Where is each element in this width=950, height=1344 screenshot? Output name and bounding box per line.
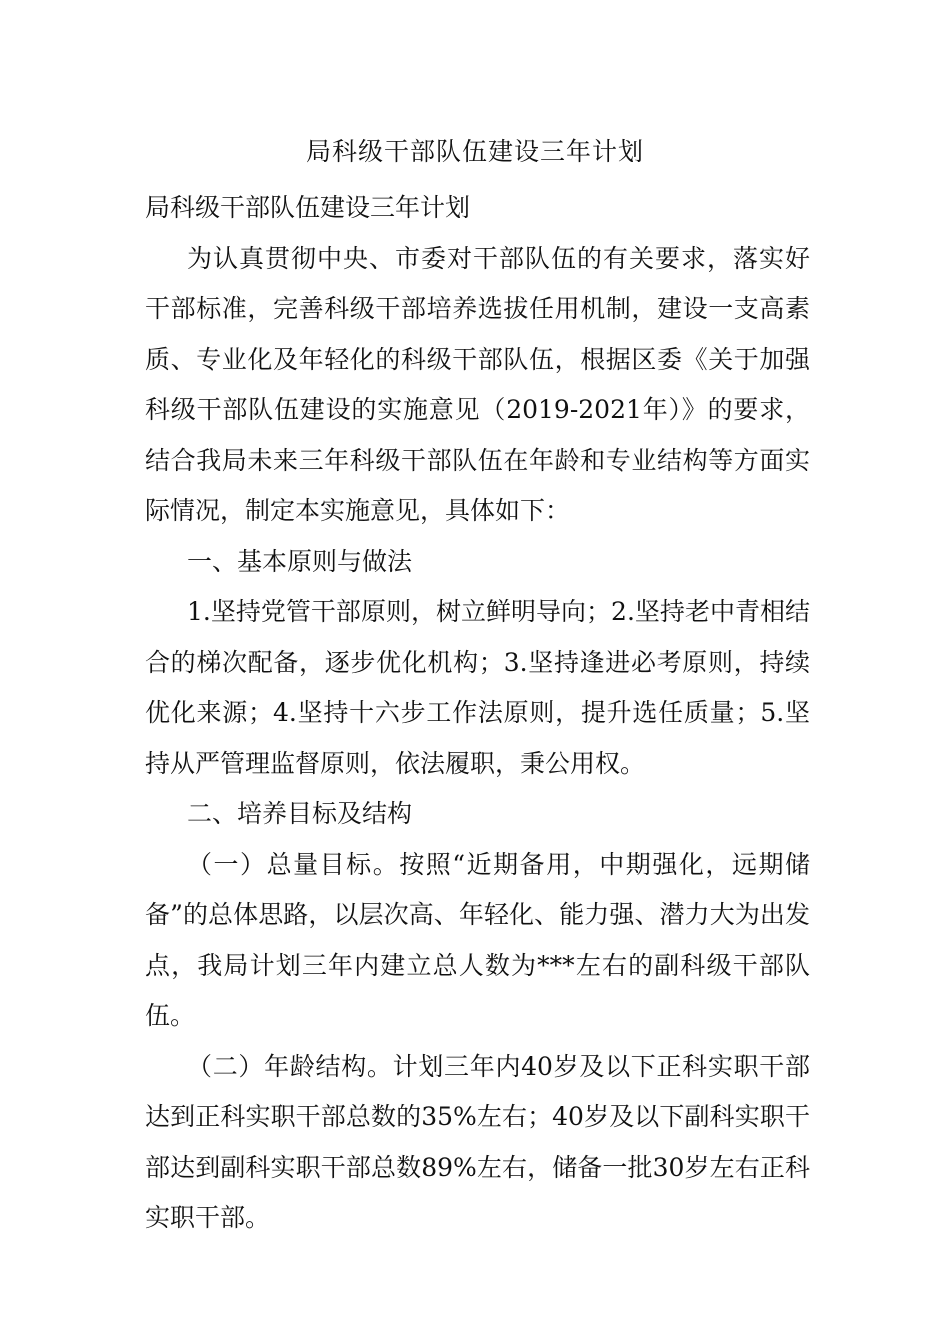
document-subtitle: 局科级干部队伍建设三年计划	[145, 193, 471, 222]
section-heading-goals: 二、培养目标及结构	[187, 799, 413, 828]
paragraph-age-structure: （二）年龄结构。计划三年内40岁及以下正科实职干部达到正科实职干部总数的35%左右；40岁及以下副科实职干部达到副科实职干部总数89%左右，储备一批30岁左右正科实职干部。	[145, 1051, 810, 1232]
document-title: 局科级干部队伍建设三年计划	[305, 137, 644, 166]
paragraph-principles: 1.坚持党管干部原则，树立鲜明导向；2.坚持老中青相结合的梯次配备，逐步优化机构；3.坚持逢进必考原则，持续优化来源；4.坚持十六步工作法原则，提升选任质量；5.坚持从严管理监督原则，依法履职，秉公用权。	[145, 597, 810, 778]
section-heading-principles: 一、基本原则与做法	[187, 546, 413, 576]
paragraph-intro: 为认真贯彻中央、市委对干部队伍的有关要求，落实好干部标准，完善科级干部培养选拔任用机制，建设一支高素质、专业化及年轻化的科级干部队伍，根据区委《关于加强科级干部队伍建设的实施意见（2019-2021年）》的要求，结合我局未来三年科级干部队伍在年龄和专业结构等方面实际情况，制定本实施意见，具体如下：	[145, 243, 810, 525]
paragraph-total-goal: （一）总量目标。按照“近期备用，中期强化，远期储备”的总体思路，以层次高、年轻化、能力强、潜力大为出发点，我局计划三年内建立总人数为***左右的副科级干部队伍。	[145, 849, 810, 1030]
document-body	[145, 183, 810, 1244]
